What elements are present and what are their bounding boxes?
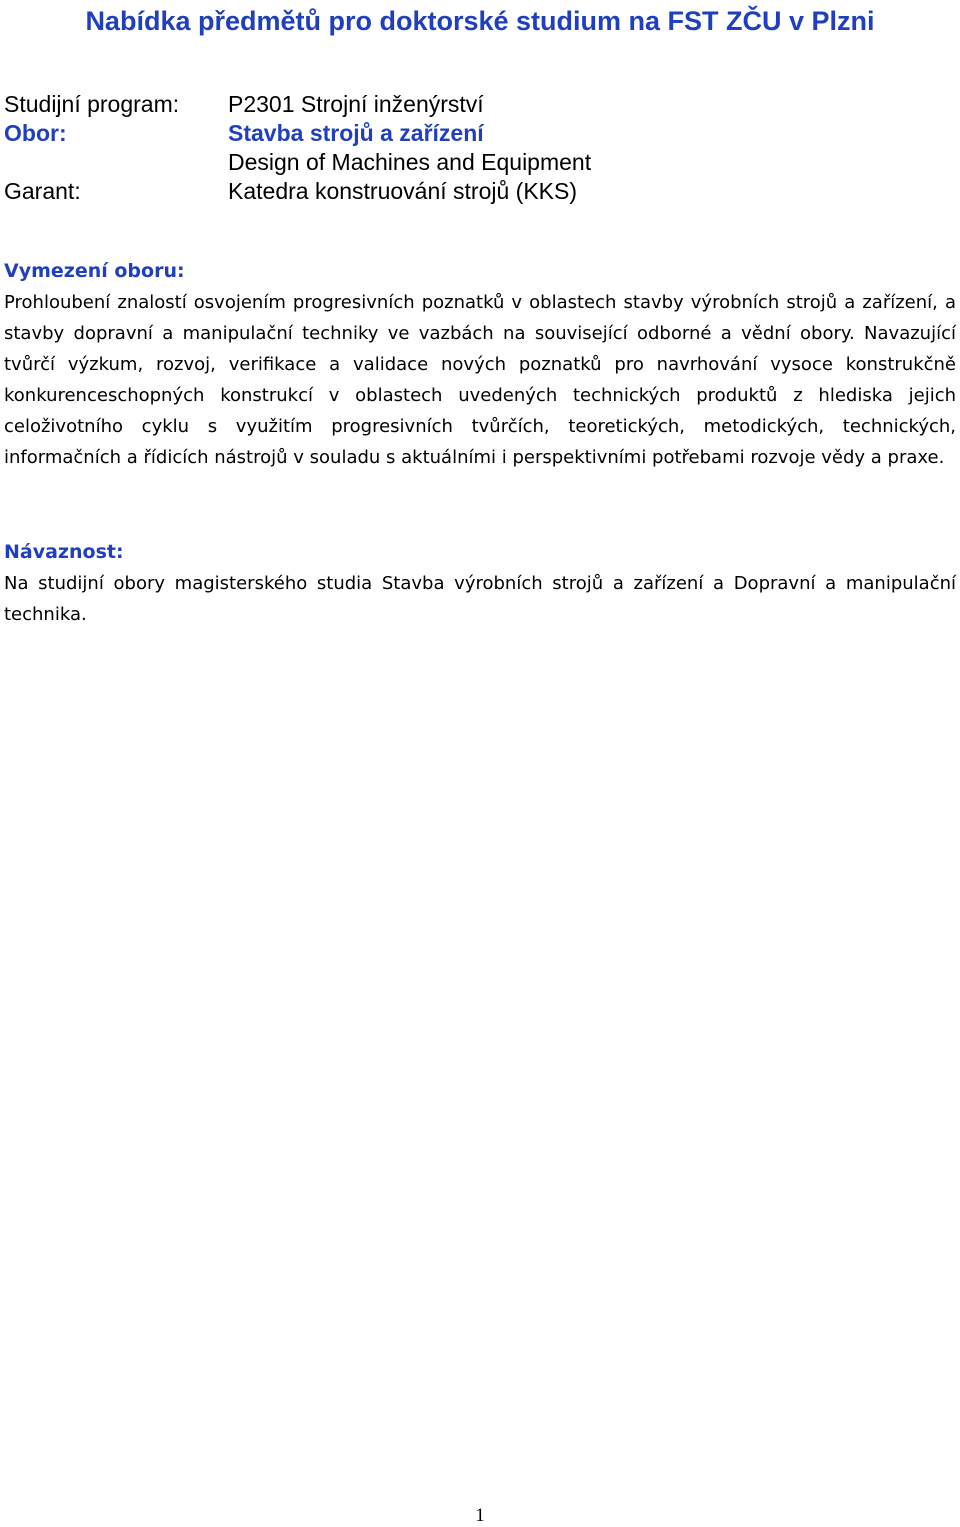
field-value: Stavba strojů a zařízení — [228, 120, 484, 146]
page-title: Nabídka předmětů pro doktorské studium na FST ZČU v Plzni — [85, 6, 875, 36]
guarantor-value: Katedra konstruování strojů (KKS) — [228, 178, 577, 204]
program-label: Studijní program: — [4, 91, 180, 117]
guarantor-row — [4, 177, 591, 206]
scope-heading: Vymezení oboru: — [4, 260, 185, 282]
continuation-heading: Návaznost: — [4, 541, 124, 563]
program-value: P2301 Strojní inženýrství — [228, 91, 484, 117]
field-row — [4, 119, 591, 148]
study-info — [4, 90, 591, 206]
scope-text: Prohloubení znalostí osvojením progresivních poznatků v oblastech stavby výrobních strojů a zařízení, a stavby dopravní a manipulační techniky ve vazbách na související odborné a vědní obory. Navazující tvůrčí výzkum, rozvoj, verifikace a validace nových poznatků pro navrhování vysoce konstrukčně konkurenceschopných konstrukcí v oblastech uvedených technických produktů z hlediska jejich celoživotního cyklu s využitím progresivních tvůrčích, teoretických, metodických, technických, informačních a řídicích nástrojů v souladu s aktuálními i perspektivními potřebami rozvoje vědy a praxe. — [4, 292, 956, 468]
field-value-english: Design of Machines and Equipment — [228, 149, 592, 175]
field-label: Obor: — [4, 120, 67, 146]
program-row — [4, 90, 591, 119]
field-english-row — [4, 148, 591, 177]
continuation-section — [4, 537, 956, 630]
continuation-text: Na studijní obory magisterského studia Stavba výrobních strojů a zařízení a Dopravní a manipulační technika. — [4, 573, 956, 625]
guarantor-label: Garant: — [4, 178, 81, 204]
page-number: 1 — [475, 1505, 485, 1526]
field-english-spacer — [4, 148, 228, 177]
scope-section — [4, 256, 956, 473]
